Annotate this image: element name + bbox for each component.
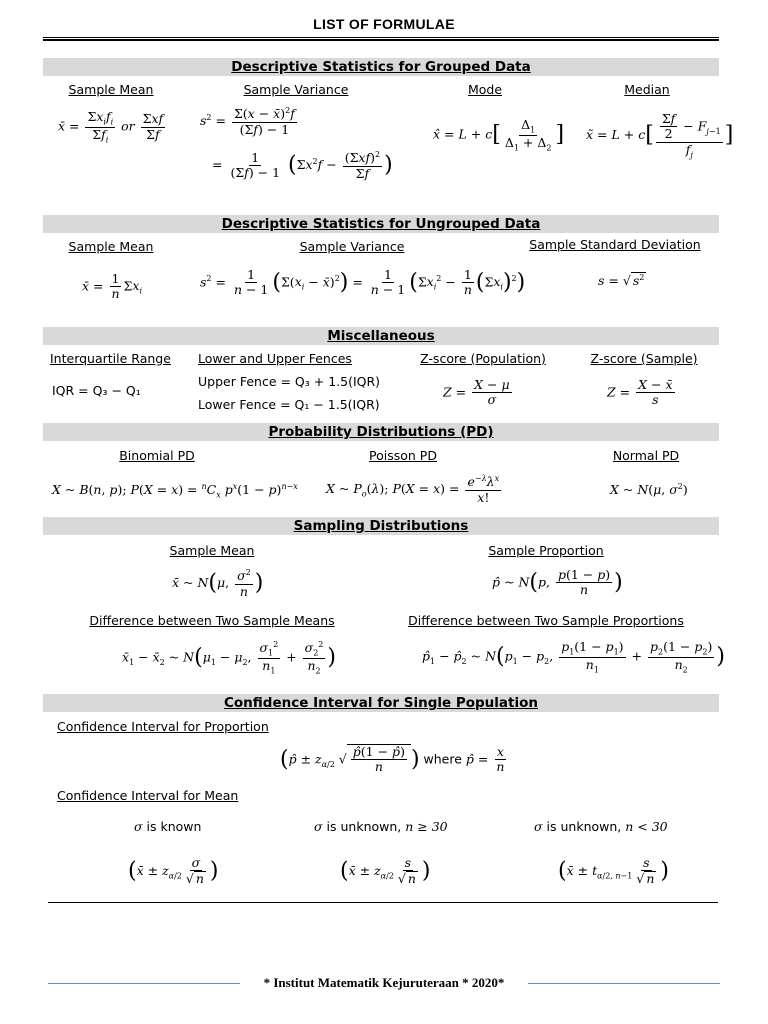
- upper-fence: Upper Fence = Q₃ + 1.5(IQR): [198, 374, 381, 389]
- caption-poisson: Poisson PD: [369, 448, 437, 463]
- case-sigma-unknown-small: σ is unknown, n < 30: [534, 819, 668, 834]
- known-label: is known: [146, 819, 202, 834]
- formula-ungrouped-variance: $s^2$ = $\frac{1}{n - 1}$ ($\Sigma(x_i$ − x̄)$^2$) = $\frac{1}{n - 1}$ ($\Sigma x_i^2$ − $\frac{1}{n}$ $(\Sigma x_i)^2$): [200, 267, 526, 298]
- caption-ci-proportion: Confidence Interval for Proportion: [57, 719, 269, 734]
- formula-sample-sd: s = √ $s^2$: [598, 273, 645, 289]
- section-grouped: Descriptive Statistics for Grouped Data: [43, 58, 719, 76]
- formula-ci-mean-z-known: (x̄ ± $z_{\alpha/2}$ $\frac{\sigma}{√ n}$ ): [128, 855, 219, 887]
- lower-fence: Lower Fence = Q₁ − 1.5(IQR): [198, 397, 380, 412]
- caption-iqr: Interquartile Range: [50, 351, 171, 366]
- page-title: LIST OF FORMULAE: [313, 16, 455, 32]
- formula-ungrouped-mean: x̄ = $\frac{1}{n}$ $\Sigma x_i$: [82, 271, 143, 302]
- title-rule: [43, 37, 719, 41]
- caption-zscore-sample: Z-score (Sample): [590, 351, 698, 366]
- caption-ungrouped-mean: Sample Mean: [68, 239, 154, 254]
- caption-grouped-mean: Sample Mean: [68, 82, 154, 97]
- caption-normal: Normal PD: [612, 448, 680, 463]
- formula-sampling-mean: x̄ ~ N(μ, $\frac{\sigma^2}{n}$ ): [172, 568, 264, 599]
- caption-sample-sd: Sample Standard Deviation: [529, 237, 701, 252]
- formula-grouped-mean: x̄ = $\frac{\Sigma x_if_i}{\Sigma f_i}$ or $\frac{\text{Σxf}}{\Sigma f}$: [58, 109, 164, 145]
- formula-diff-means: $x̄_1$ − $x̄_2$ ~ $N(\mu_1 - \mu_2$, $\frac{\sigma_1^2}{n_1}$ + $\frac{\sigma_2^2}{n_2}$ ): [122, 640, 336, 676]
- formula-binomial: X ~ B(n, p); $P(X = x) = ^nC_x$ $p^x(1 - p)^{n-x}$: [52, 482, 298, 500]
- caption-grouped-variance: Sample Variance: [243, 82, 349, 97]
- footer-text: * Institut Matematik Kejuruteraan * 2020*: [263, 975, 505, 990]
- formula-mode: x̂ = L + c[ $\frac{\Delta_1}{\Delta_1 + \Delta_2}$ ]: [433, 117, 565, 153]
- formula-sampling-proportion: p̂ ~ N(p, $\frac{p(1 - p)}{n}$ ): [492, 567, 623, 598]
- caption-zscore-pop: Z-score (Population): [420, 351, 546, 366]
- case-sigma-unknown-large: σ is unknown, n ≥ 30: [314, 819, 448, 834]
- iqr-formula: IQR = Q₃ − Q₁: [52, 383, 141, 398]
- section-pd: Probability Distributions (PD): [43, 423, 719, 441]
- n-ge-30: n ≥ 30: [405, 819, 448, 834]
- formula-median: x̃ = L + c[ $\frac{\Sigma f}{2}$ − $F_{j-1}$ $f_j$ ]: [586, 111, 734, 160]
- section-sampling: Sampling Distributions: [43, 517, 719, 535]
- formula-ci-mean-z-unknown: (x̄ ± $z_{\alpha/2}$ $\frac{s}{√ n}$ ): [340, 855, 431, 887]
- caption-ci-mean: Confidence Interval for Mean: [57, 788, 239, 803]
- caption-ungrouped-variance: Sample Variance: [299, 239, 405, 254]
- formula-diff-proportions: $p̂_1$ − $p̂_2$ ~ $N(p_1 - p_2$, $\frac{p_1(1 - p_1)}{n_1}$ + $\frac{p_2(1 - p_2)}{n_2}$ ): [422, 639, 725, 675]
- caption-diff-proportions: Difference between Two Sample Proportions: [408, 613, 684, 628]
- or-label: or: [121, 118, 135, 134]
- formula-normal: X ~ N(μ, $\sigma^2$): [610, 482, 688, 498]
- formula-zscore-sample: Z = $\frac{X - x̄}{s}$: [607, 377, 673, 408]
- where-label: where: [423, 751, 462, 767]
- unknown-large-label: is unknown,: [326, 819, 402, 834]
- caption-fences: Lower and Upper Fences: [198, 351, 352, 366]
- bottom-rule: [48, 902, 718, 903]
- caption-binomial: Binomial PD: [119, 448, 195, 463]
- formula-ci-proportion: (p̂ ± $z_{\alpha/2}$ √ $\frac{p̂(1 - p̂)}{n}$ ) where p̂ = $\frac{x}{n}$: [280, 744, 505, 775]
- unknown-small-label: is unknown,: [546, 819, 622, 834]
- case-sigma-known: σ is known: [134, 819, 202, 834]
- section-ungrouped: Descriptive Statistics for Ungrouped Data: [43, 215, 719, 233]
- caption-sampling-mean: Sample Mean: [169, 543, 255, 558]
- caption-diff-means: Difference between Two Sample Means: [89, 613, 335, 628]
- caption-grouped-median: Median: [624, 82, 670, 97]
- formula-grouped-variance-1: $s^2$ = $\frac{\Sigma(x - x̄)^2f}{(\Sigma f) - 1}$: [200, 106, 295, 137]
- section-misc: Miscellaneous: [43, 327, 719, 345]
- caption-sampling-proportion: Sample Proportion: [488, 543, 604, 558]
- formula-zscore-pop: Z = $\frac{X - \mu}{\sigma}$: [443, 377, 510, 408]
- formula-grouped-variance-2: = $\frac{1}{(\Sigma f) - 1}$ ($\Sigma x^2f$ − $\frac{(\Sigma xf)^2}{\Sigma f}$ ): [212, 149, 393, 181]
- formula-poisson: X ~ $P_o(\lambda)$; P(X = x) = $\frac{e^{-\lambda}\lambda^x}{x!}$: [326, 474, 500, 505]
- section-ci: Confidence Interval for Single Population: [43, 694, 719, 712]
- caption-grouped-mode: Mode: [467, 82, 503, 97]
- n-lt-30: n < 30: [625, 819, 668, 834]
- formula-ci-mean-t: (x̄ ± $t_{\alpha/2, n-1}$ $\frac{s}{√ n}$ ): [558, 855, 669, 887]
